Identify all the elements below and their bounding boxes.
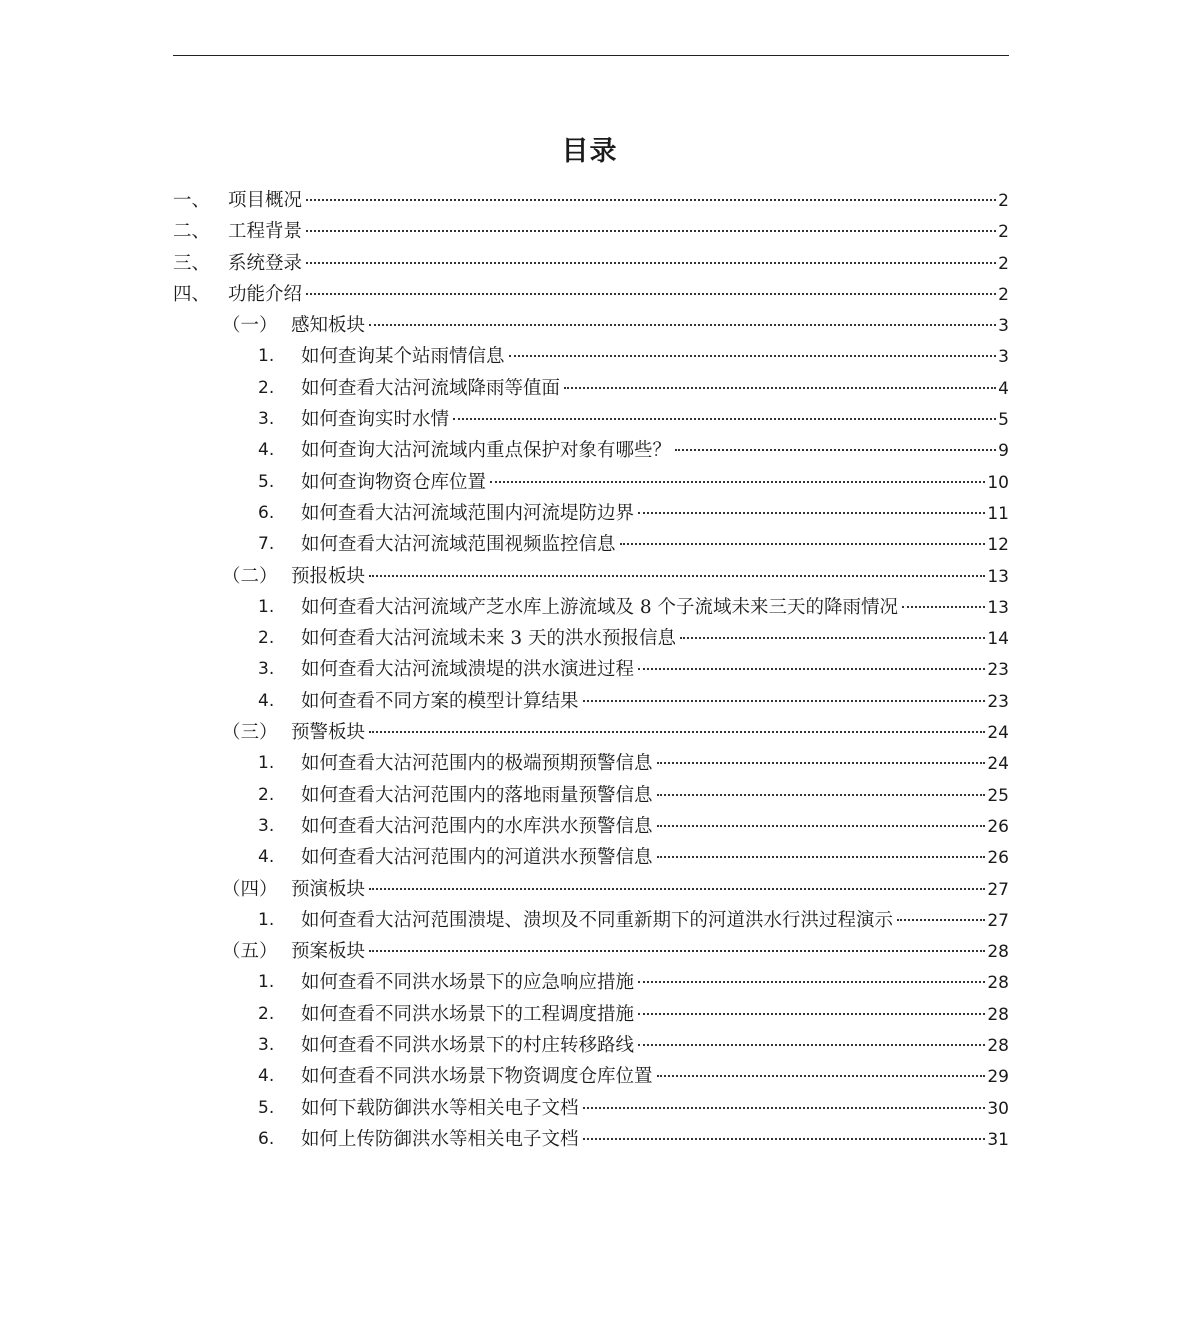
- toc-entry-line: [291, 874, 1009, 906]
- toc-entry-title[interactable]: 如何查看大沽河范围内的水库洪水预警信息: [301, 815, 653, 837]
- toc-entry-number: 4.: [258, 1066, 275, 1087]
- toc-entry-number: 2.: [258, 377, 275, 398]
- toc-entry-line: [228, 216, 1009, 248]
- toc-entry-line: [228, 248, 1009, 280]
- toc-entry-line: [301, 373, 1009, 405]
- dot-leader: [902, 606, 985, 608]
- toc-entry-page-number[interactable]: 9: [998, 441, 1009, 462]
- toc-entry-title[interactable]: 预警板块: [291, 722, 366, 744]
- toc-entry-title[interactable]: 如何查看大沽河流域降雨等值面: [301, 377, 561, 399]
- toc-entry-title[interactable]: 预演板块: [291, 878, 366, 900]
- toc-entry-line: [291, 717, 1009, 749]
- dot-leader: [638, 668, 985, 670]
- toc-entry-number: 3.: [258, 815, 275, 836]
- toc-entry-title[interactable]: 如何下载防御洪水等相关电子文档: [301, 1097, 579, 1119]
- toc-entry-page-number[interactable]: 2: [998, 284, 1009, 305]
- toc-entry[interactable]: [0, 717, 1179, 748]
- toc-entry-title[interactable]: 感知板块: [291, 315, 366, 337]
- toc-entry-page-number[interactable]: 27: [987, 910, 1009, 931]
- dot-leader: [306, 262, 996, 264]
- toc-entry[interactable]: [0, 248, 1179, 279]
- header-rule: [173, 55, 1009, 56]
- dot-leader: [369, 950, 985, 952]
- toc-entry-line: [301, 686, 1009, 718]
- toc-entry[interactable]: [0, 592, 1179, 623]
- dot-leader: [453, 418, 996, 420]
- toc-entry[interactable]: [0, 654, 1179, 685]
- toc-entry-line: [301, 592, 1009, 624]
- toc-entry-line: [301, 1124, 1009, 1156]
- toc-entry[interactable]: [0, 467, 1179, 498]
- toc-entry[interactable]: [0, 967, 1179, 998]
- toc-entry[interactable]: [0, 185, 1179, 216]
- toc-entry-line: [301, 811, 1009, 843]
- toc-entry[interactable]: [0, 811, 1179, 842]
- toc-entry-line: [301, 654, 1009, 686]
- toc-entry-line: [301, 498, 1009, 530]
- dot-leader: [369, 575, 985, 577]
- toc-entry[interactable]: [0, 561, 1179, 592]
- toc-entry-number: 6.: [258, 1128, 275, 1149]
- toc-entry-page-number[interactable]: 28: [987, 973, 1009, 994]
- toc-entry[interactable]: [0, 936, 1179, 967]
- toc-entry-page-number[interactable]: 29: [987, 1067, 1009, 1088]
- toc-entry[interactable]: [0, 748, 1179, 779]
- toc-entry-line: [228, 279, 1009, 311]
- toc-entry-title[interactable]: 如何查看大沽河流域范围视频监控信息: [301, 534, 616, 556]
- toc-entry-line: [301, 748, 1009, 780]
- toc-entry-number: 4.: [258, 690, 275, 711]
- toc-entry[interactable]: [0, 1093, 1179, 1124]
- toc-entry-number: 6.: [258, 502, 275, 523]
- dot-leader: [657, 794, 986, 796]
- toc-entry-title[interactable]: 如何查看大沽河范围内的河道洪水预警信息: [301, 847, 653, 869]
- toc-entry-page-number[interactable]: 4: [998, 378, 1009, 399]
- toc-entry-page-number[interactable]: 25: [987, 785, 1009, 806]
- toc-entry-line: [301, 1030, 1009, 1062]
- toc-entry[interactable]: [0, 999, 1179, 1030]
- dot-leader: [657, 856, 986, 858]
- toc-entry-page-number[interactable]: 3: [998, 347, 1009, 368]
- toc-entry-number: 5.: [258, 471, 275, 492]
- toc-entry[interactable]: [0, 529, 1179, 560]
- toc-entry-page-number[interactable]: 11: [987, 503, 1009, 524]
- toc-entry-number: 3.: [258, 1035, 275, 1056]
- toc-entry-title[interactable]: 如何查看大沽河流域范围内河流堤防边界: [301, 502, 635, 524]
- toc-entry-page-number[interactable]: 31: [987, 1129, 1009, 1150]
- toc-entry-page-number[interactable]: 23: [987, 660, 1009, 681]
- toc-entry-title[interactable]: 如何查询实时水情: [301, 409, 450, 431]
- toc-entry-page-number[interactable]: 3: [998, 316, 1009, 337]
- toc-entry-line: [291, 936, 1009, 968]
- toc-entry-number: 三、: [173, 252, 211, 274]
- toc-entry-title[interactable]: 如何查看不同洪水场景下物资调度仓库位置: [301, 1066, 653, 1088]
- toc-entry-title[interactable]: 如何查看大沽河范围内的极端预期预警信息: [301, 753, 653, 775]
- toc-entry-page-number[interactable]: 30: [987, 1098, 1009, 1119]
- toc-entry-page-number[interactable]: 26: [987, 816, 1009, 837]
- dot-leader: [369, 888, 985, 890]
- toc-entry-line: [301, 780, 1009, 812]
- page-title: 目录: [561, 136, 618, 167]
- toc-entry-title[interactable]: 如何查看不同洪水场景下的应急响应措施: [301, 972, 635, 994]
- toc-entry-line: [301, 999, 1009, 1031]
- toc-entry-title[interactable]: 如何查询物资仓库位置: [301, 471, 487, 493]
- toc-entry-title[interactable]: 如何查询某个站雨情信息: [301, 346, 505, 368]
- toc-entry-title[interactable]: 如何查看大沽河流域未来 3 天的洪水预报信息: [301, 628, 677, 650]
- toc-entry[interactable]: [0, 1061, 1179, 1092]
- toc-entry[interactable]: [0, 341, 1179, 372]
- toc-entry-number: 4.: [258, 440, 275, 461]
- dot-leader: [638, 512, 985, 514]
- toc-entry[interactable]: [0, 435, 1179, 466]
- toc-entry-line: [301, 341, 1009, 373]
- toc-entry-line: [301, 404, 1009, 436]
- toc-entry[interactable]: [0, 905, 1179, 936]
- toc-entry-number: （四）: [222, 878, 278, 900]
- toc-entry-page-number[interactable]: 28: [987, 1004, 1009, 1025]
- toc-entry-page-number[interactable]: 10: [987, 472, 1009, 493]
- toc-entry-number: （五）: [222, 941, 278, 963]
- toc-entry-title[interactable]: 功能介绍: [228, 283, 303, 305]
- toc-entry-title[interactable]: 系统登录: [228, 252, 303, 274]
- toc-entry-page-number[interactable]: 24: [987, 723, 1009, 744]
- toc-entry-line: [301, 467, 1009, 499]
- toc-entry-title[interactable]: 如何查询大沽河流域内重点保护对象有哪些？: [301, 440, 672, 462]
- toc-entry-number: 1.: [258, 596, 275, 617]
- toc-entry-number: 1.: [258, 346, 275, 367]
- toc-entry-line: [301, 529, 1009, 561]
- toc-entry-title[interactable]: 如何查看大沽河流域产芝水库上游流域及 8 个子流域未来三天的降雨情况: [301, 596, 899, 618]
- dot-leader: [680, 637, 985, 639]
- toc-entry-title[interactable]: 预案板块: [291, 941, 366, 963]
- toc-entry-page-number[interactable]: 28: [987, 1036, 1009, 1057]
- dot-leader: [657, 1075, 986, 1077]
- toc-entry-line: [301, 435, 1009, 467]
- toc-entry-page-number[interactable]: 27: [987, 879, 1009, 900]
- dot-leader: [638, 1013, 985, 1015]
- toc-entry-title[interactable]: 如何查看不同方案的模型计算结果: [301, 690, 579, 712]
- toc-entry-number: 四、: [173, 283, 211, 305]
- toc-entry-page-number[interactable]: 14: [987, 629, 1009, 650]
- toc-entry[interactable]: [0, 404, 1179, 435]
- toc-entry-number: 一、: [173, 190, 211, 211]
- toc-entry-line: [291, 310, 1009, 342]
- toc-entry-line: [301, 967, 1009, 999]
- toc-entry-line: [301, 905, 1009, 937]
- toc-entry-line: [291, 561, 1009, 593]
- toc-entry-page-number[interactable]: 24: [987, 754, 1009, 775]
- toc-entry-page-number[interactable]: 13: [987, 597, 1009, 618]
- toc-entry[interactable]: [0, 216, 1179, 247]
- dot-leader: [657, 825, 986, 827]
- toc-entry[interactable]: [0, 623, 1179, 654]
- toc-entry[interactable]: [0, 874, 1179, 905]
- toc-entry-title[interactable]: 如何查看大沽河范围溃堤、溃坝及不同重新期下的河道洪水行洪过程演示: [301, 909, 894, 931]
- toc-entry-page-number[interactable]: 26: [987, 848, 1009, 869]
- toc-entry-number: （二）: [222, 565, 278, 587]
- toc-entry-number: 7.: [258, 534, 275, 555]
- toc-entry-page-number[interactable]: 23: [987, 691, 1009, 712]
- toc-list: [0, 185, 1179, 1155]
- dot-leader: [306, 230, 996, 232]
- dot-leader: [369, 731, 985, 733]
- toc-entry-line: [301, 1061, 1009, 1093]
- toc-entry[interactable]: [0, 1030, 1179, 1061]
- toc-entry-title[interactable]: 如何查看大沽河范围内的落地雨量预警信息: [301, 784, 653, 806]
- dot-leader: [369, 324, 996, 326]
- toc-entry[interactable]: [0, 686, 1179, 717]
- toc-entry-page-number[interactable]: 12: [987, 535, 1009, 556]
- toc-entry-number: 2.: [258, 784, 275, 805]
- toc-entry-number: 1.: [258, 753, 275, 774]
- toc-entry-number: （三）: [222, 722, 278, 744]
- dot-leader: [306, 293, 996, 295]
- toc-entry-number: 3.: [258, 409, 275, 430]
- toc-entry[interactable]: [0, 279, 1179, 310]
- dot-leader: [583, 1107, 986, 1109]
- toc-entry[interactable]: [0, 780, 1179, 811]
- toc-entry[interactable]: [0, 1124, 1179, 1155]
- dot-leader: [657, 762, 986, 764]
- dot-leader: [675, 449, 996, 451]
- dot-leader: [583, 1138, 986, 1140]
- toc-entry-title[interactable]: 项目概况: [228, 190, 303, 211]
- dot-leader: [638, 1044, 985, 1046]
- toc-entry[interactable]: [0, 373, 1179, 404]
- toc-entry-line: [301, 623, 1009, 655]
- toc-entry-title[interactable]: 预报板块: [291, 565, 366, 587]
- toc-entry[interactable]: [0, 842, 1179, 873]
- toc-entry-title[interactable]: 工程背景: [228, 221, 303, 243]
- toc-entry-page-number[interactable]: 2: [998, 191, 1009, 211]
- toc-entry-number: 2.: [258, 628, 275, 649]
- toc-entry-number: 4.: [258, 847, 275, 868]
- dot-leader: [638, 981, 985, 983]
- toc-entry-page-number[interactable]: 2: [998, 222, 1009, 243]
- toc-entry-number: 1.: [258, 972, 275, 993]
- toc-entry-title[interactable]: 如何查看不同洪水场景下的村庄转移路线: [301, 1035, 635, 1057]
- toc-entry-title[interactable]: 如何查看不同洪水场景下的工程调度措施: [301, 1003, 635, 1025]
- dot-leader: [509, 355, 997, 357]
- dot-leader: [583, 700, 986, 702]
- toc-entry-line: [228, 185, 1009, 217]
- toc-entry-line: [301, 1093, 1009, 1125]
- toc-entry-title[interactable]: 如何上传防御洪水等相关电子文档: [301, 1128, 579, 1150]
- toc-entry-number: 二、: [173, 221, 211, 243]
- toc-entry-page-number[interactable]: 5: [998, 410, 1009, 431]
- toc-entry-number: 3.: [258, 659, 275, 680]
- toc-entry-line: [301, 842, 1009, 874]
- toc-entry-page-number[interactable]: 2: [998, 253, 1009, 274]
- toc-entry-title[interactable]: 如何查看大沽河流域溃堤的洪水演进过程: [301, 659, 635, 681]
- toc-entry-number: 1.: [258, 909, 275, 930]
- toc-entry-number: （一）: [222, 315, 278, 337]
- toc-entry[interactable]: [0, 310, 1179, 341]
- toc-entry-number: 2.: [258, 1003, 275, 1024]
- toc-entry[interactable]: [0, 498, 1179, 529]
- dot-leader: [306, 199, 996, 201]
- dot-leader: [897, 919, 985, 921]
- toc-entry-page-number[interactable]: 28: [987, 942, 1009, 963]
- toc-entry-number: 5.: [258, 1097, 275, 1118]
- dot-leader: [490, 481, 985, 483]
- toc-entry-page-number[interactable]: 13: [987, 566, 1009, 587]
- dot-leader: [564, 387, 996, 389]
- dot-leader: [620, 543, 986, 545]
